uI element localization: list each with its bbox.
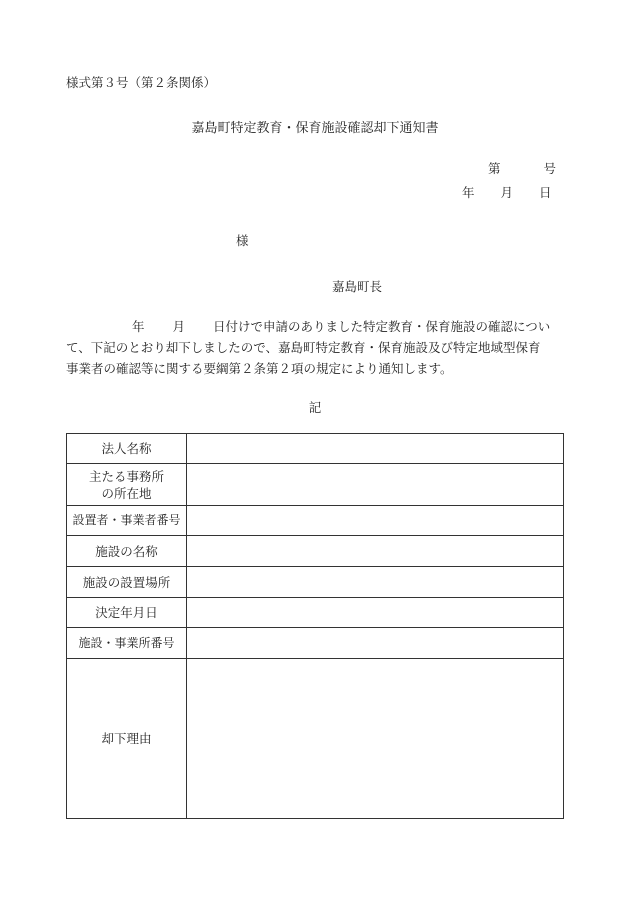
table-row — [67, 434, 564, 464]
form-number: 様式第３号（第２条関係） — [66, 75, 217, 90]
table-row — [67, 536, 564, 567]
table-row — [67, 659, 564, 819]
row-value — [187, 464, 564, 506]
addressee: 様 — [236, 233, 249, 248]
row-value — [187, 598, 564, 628]
row-label: 施設・事業所番号 — [67, 628, 187, 659]
notice-body — [66, 316, 566, 379]
row-value — [187, 567, 564, 598]
row-value — [187, 628, 564, 659]
row-label-line-2: の所在地 — [101, 485, 152, 501]
row-label: 却下理由 — [67, 659, 187, 819]
table-row — [67, 506, 564, 536]
row-label: 法人名称 — [67, 434, 187, 464]
row-value — [187, 506, 564, 536]
body-year: 年 — [132, 319, 145, 334]
ki-heading: 記 — [308, 400, 322, 415]
body-line-1 — [66, 316, 566, 337]
number-suffix: 号 — [543, 161, 557, 176]
row-label: 設置者・事業者番号 — [67, 506, 187, 536]
table-row — [67, 567, 564, 598]
sender: 嘉島町長 — [332, 279, 383, 294]
date-year: 年 — [462, 185, 475, 200]
row-label-line-1: 主たる事務所 — [88, 468, 164, 484]
application-details-table — [66, 433, 564, 819]
body-line-3: 事業者の確認等に関する要綱第２条第２項の規定により通知します。 — [66, 361, 453, 376]
body-line-2: て、下記のとおり却下しましたので、嘉島町特定教育・保育施設及び特定地域型保育 — [66, 340, 541, 355]
row-label: 施設の設置場所 — [67, 567, 187, 598]
date-month: 月 — [500, 185, 514, 200]
row-label: 決定年月日 — [67, 598, 187, 628]
row-value — [187, 659, 564, 819]
table-row — [67, 628, 564, 659]
document-number-line — [488, 159, 556, 177]
row-value — [187, 536, 564, 567]
number-prefix: 第 — [488, 161, 501, 176]
table-row — [67, 464, 564, 506]
row-label — [67, 464, 187, 506]
body-line-1-text: 日付けで申請のありました特定教育・保育施設の確認につい — [213, 319, 551, 334]
row-label: 施設の名称 — [67, 536, 187, 567]
body-month: 月 — [172, 319, 186, 334]
row-value — [187, 434, 564, 464]
table-row — [67, 598, 564, 628]
date-day: 日 — [539, 185, 552, 200]
document-date-line — [462, 183, 552, 201]
document-title: 嘉島町特定教育・保育施設確認却下通知書 — [191, 121, 439, 136]
